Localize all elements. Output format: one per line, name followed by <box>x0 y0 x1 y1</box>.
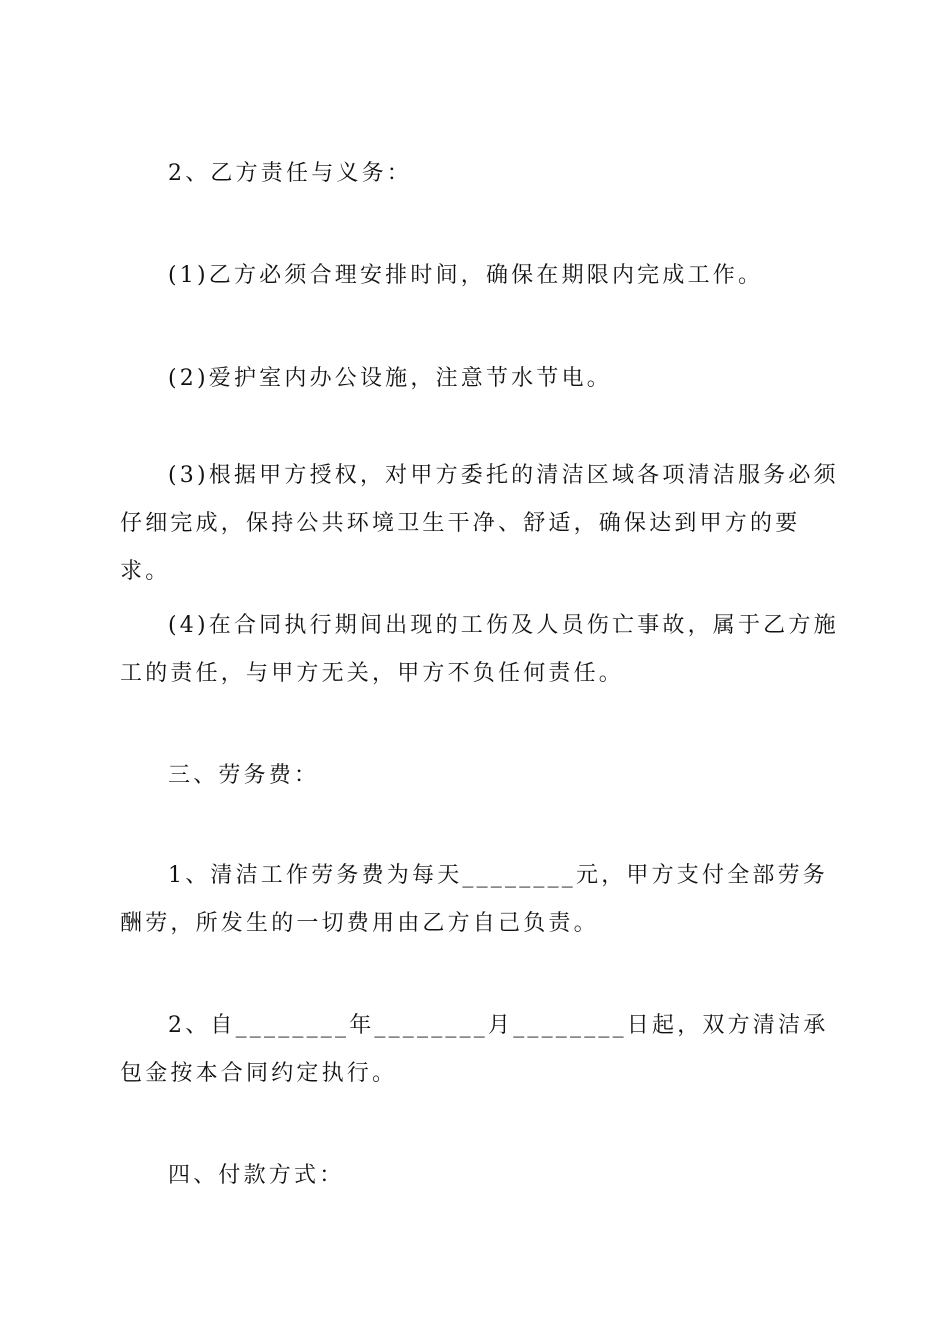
clause-2-item-2: (2)爱护室内办公设施，注意节水节电。 <box>168 366 612 391</box>
section-4-heading: 四、付款方式： <box>168 1163 345 1188</box>
section-3-heading: 三、劳务费： <box>168 763 320 788</box>
clause-2-item-1: (1)乙方必须合理安排时间，确保在期限内完成工作。 <box>168 263 764 288</box>
clause-2-item-3: (3)根据甲方授权，对甲方委托的清洁区域各项清洁服务必须仔细完成，保持公共环境卫生干净、舒适，确保达到甲方的要求。 <box>120 463 839 584</box>
clause-2-heading: 2、乙方责任与义务： <box>168 161 412 186</box>
section-3-item-2: 2、自________年________月________日起，双方清洁承包金按本合同约定执行。 <box>120 1013 829 1086</box>
section-3-item-1: 1、清洁工作劳务费为每天________元，甲方支付全部劳务酬劳，所发生的一切费用由乙方自己负责。 <box>120 863 828 936</box>
clause-2-item-4: (4)在合同执行期间出现的工伤及人员伤亡事故，属于乙方施工的责任，与甲方无关，甲方不负任何责任。 <box>120 613 839 686</box>
